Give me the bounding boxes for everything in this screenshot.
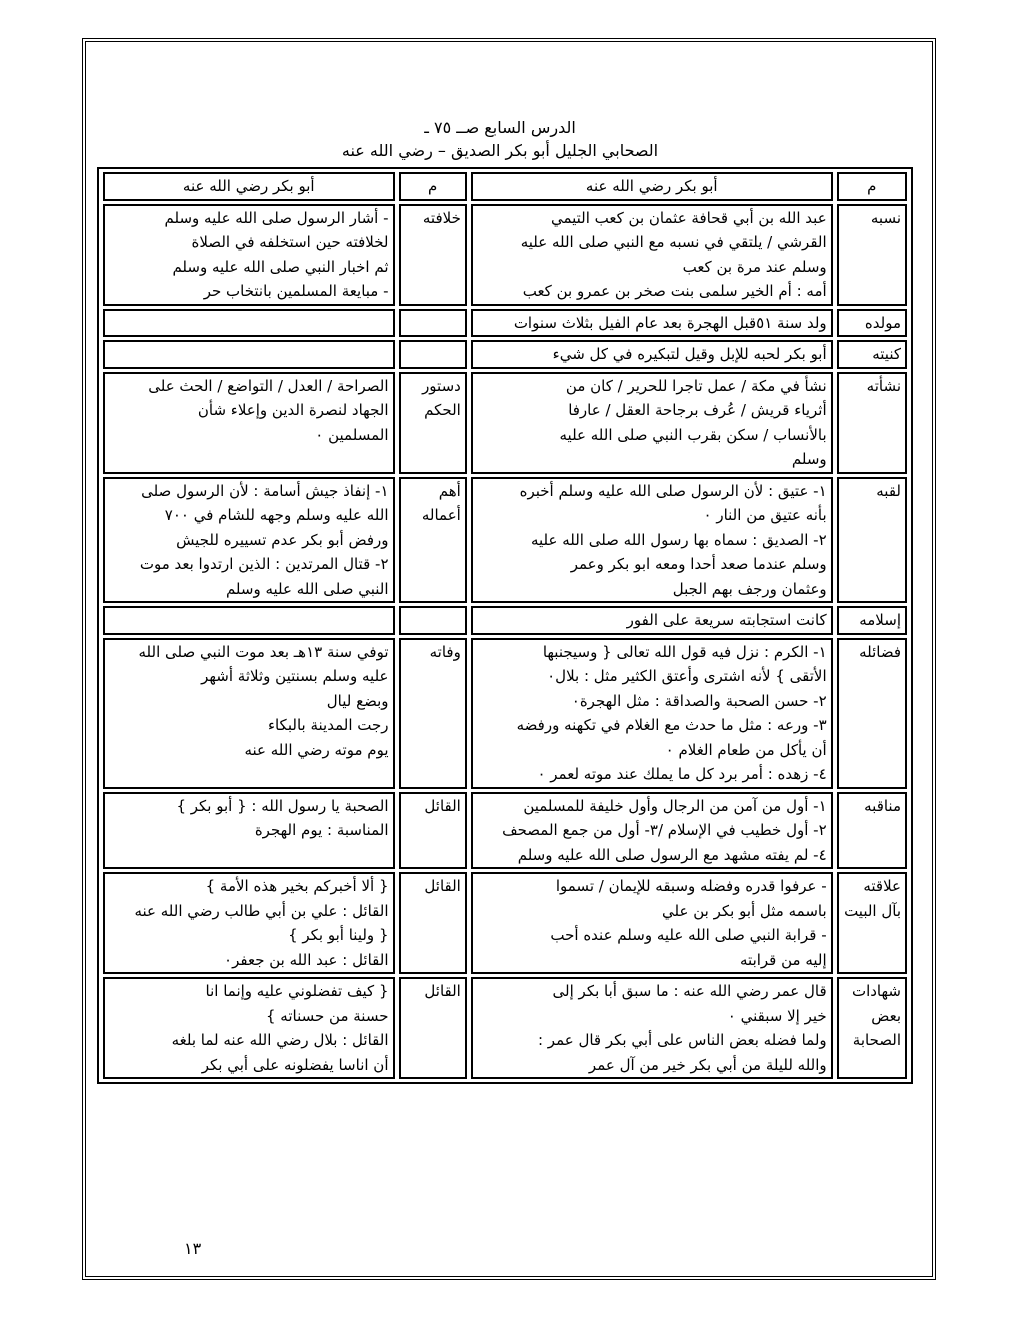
cell-line: علاقته bbox=[863, 877, 901, 895]
cell-line: ورفض أبو بكر عدم تسييره للجيش bbox=[176, 530, 389, 549]
row-label-cell bbox=[837, 340, 907, 369]
cell-line: ١- أول من آمن من الرجال وأول خليفة للمسلمين bbox=[523, 796, 827, 815]
cell-line: الأتقى } لأنه اشترى وأعتق الكثير مثل : بلال٠ bbox=[547, 667, 827, 685]
header-cell-index-2: م bbox=[399, 172, 467, 201]
cell-line: ٤- لم يفته مشهد مع الرسول صلى الله عليه وسلم bbox=[517, 845, 827, 864]
row-label-cell-2 bbox=[399, 872, 467, 974]
cell-line: ولما فضله بعض الناس على أبي بكر قال عمر : bbox=[537, 1031, 827, 1049]
table-row bbox=[103, 606, 907, 635]
row-text-cell bbox=[471, 204, 833, 306]
table-row bbox=[103, 977, 907, 1079]
cell-line: إليه من قرابته bbox=[740, 950, 827, 969]
cell-line: مولده bbox=[864, 313, 901, 332]
row-text-cell bbox=[471, 372, 833, 474]
cell-line: ٣- ورعه : مثل ما حدث مع الغلام في تكهنه ورفضه bbox=[516, 716, 827, 734]
cell-line: القائل : عبد الله بن جعفر٠ bbox=[224, 950, 389, 969]
row-label-cell bbox=[837, 977, 907, 1079]
cell-line: { ولينا أبو بكر } bbox=[288, 926, 389, 944]
row-label-cell-2 bbox=[399, 638, 467, 789]
row-label-cell-2 bbox=[399, 477, 467, 604]
row-label-cell-2 bbox=[399, 372, 467, 474]
cell-line: توفي سنة ١٣هـ بعد موت النبي صلى الله bbox=[138, 642, 389, 661]
cell-line: ٢- حسن الصحبة والصداقة : مثل الهجرة٠ bbox=[571, 691, 827, 710]
cell-line: شهادات bbox=[851, 982, 901, 1000]
cell-line: القائل : علي بن أبي طالب رضي الله عنه bbox=[134, 901, 389, 920]
cell-line: كنيته bbox=[872, 345, 901, 363]
cell-line: أثرياء قريش / عُرف برجاحة العقل / عارفا bbox=[568, 401, 827, 419]
cell-line: أن يأكل من طعام الغلام ٠ bbox=[665, 740, 827, 759]
row-label-cell-2 bbox=[399, 309, 467, 338]
cell-line: عبد الله بن أبي قحافة عثمان بن كعب التيمي bbox=[550, 208, 827, 227]
row-text-cell-2 bbox=[103, 204, 395, 306]
cell-line: ٢- الصديق : سماه بها رسول الله صلى الله عليه bbox=[530, 530, 827, 549]
row-text-cell-2 bbox=[103, 477, 395, 604]
cell-line: الصحابة bbox=[852, 1031, 901, 1049]
row-text-cell bbox=[471, 977, 833, 1079]
cell-line: { كيف تفضلوني عليه وإنما انا bbox=[205, 982, 389, 1000]
cell-line: بالأنساب / سكن بقرب النبي صلى الله عليه bbox=[559, 425, 827, 444]
cell-line: القائل : بلال رضي الله عنه لما بلغه bbox=[171, 1031, 389, 1049]
cell-line: المناسبة : يوم الهجرة bbox=[254, 821, 389, 839]
cell-line: الصراحة / العدل / التواضع / الحث على bbox=[148, 376, 389, 395]
table-row bbox=[103, 372, 907, 474]
page-number: ١٣ bbox=[184, 1239, 202, 1258]
cell-line: ٢- قتال المرتدين : الذين ارتدوا بعد موت bbox=[139, 555, 389, 573]
cell-line: إسلامه bbox=[859, 611, 901, 629]
row-text-cell-2 bbox=[103, 606, 395, 635]
cell-line: { ألا أخبركم بخير هذه الأمة } bbox=[205, 877, 389, 895]
cell-line: القائل bbox=[424, 982, 461, 1000]
cell-line: الله عليه وسلم وجهه للشام في ٧٠٠ bbox=[164, 506, 389, 524]
row-text-cell bbox=[471, 340, 833, 369]
row-text-cell-2 bbox=[103, 340, 395, 369]
row-label-cell bbox=[837, 372, 907, 474]
row-label-cell bbox=[837, 204, 907, 306]
cell-line: - عرفوا قدره وفضله وسبقه للإيمان / تسموا bbox=[555, 877, 827, 895]
row-text-cell bbox=[471, 638, 833, 789]
table-header-row bbox=[103, 172, 907, 201]
cell-line: خير إلا سبقني ٠ bbox=[727, 1006, 827, 1025]
row-label-cell bbox=[837, 792, 907, 870]
cell-line: الصحبة يا رسول الله : { أبو بكر } bbox=[176, 796, 389, 815]
row-label-cell-2 bbox=[399, 340, 467, 369]
cell-line: نسبه bbox=[870, 208, 901, 227]
lesson-subtitle: الصحابي الجليل أبو بكر الصديق – رضي الله عنه bbox=[341, 141, 659, 160]
table-row bbox=[103, 309, 907, 338]
cell-line: ولد سنة ٥١قبل الهجرة بعد عام الفيل بثلاث سنوات bbox=[513, 313, 827, 332]
row-text-cell bbox=[471, 792, 833, 870]
lesson-title: الدرس السابع صــ ٧٥ ـ bbox=[424, 118, 576, 137]
cell-line: فضائله bbox=[859, 642, 901, 661]
cell-line: رجت المدينة بالبكاء bbox=[267, 716, 389, 734]
cell-line: ٤- زهده : أمر برد كل ما يملك عند موته لعمر ٠ bbox=[537, 765, 827, 783]
cell-line: نشأته bbox=[866, 376, 901, 395]
cell-line: لقبه bbox=[876, 481, 901, 500]
cell-line: القائل bbox=[424, 796, 461, 815]
row-label-cell bbox=[837, 606, 907, 635]
table-row bbox=[103, 872, 907, 974]
cell-line: بعض bbox=[871, 1006, 901, 1025]
cell-line: أهم bbox=[438, 481, 461, 500]
cell-line: القرشي / يلتقي في نسبه مع النبي صلى الله عليه bbox=[520, 233, 827, 251]
cell-line: مناقبه bbox=[864, 796, 901, 815]
header-cell-index-1: م bbox=[837, 172, 907, 201]
cell-line: دستور bbox=[422, 376, 461, 395]
biography-table bbox=[97, 167, 913, 1084]
table-row bbox=[103, 638, 907, 789]
row-text-cell-2 bbox=[103, 638, 395, 789]
cell-line: الجهاد لنصرة الدين وإعلاء شأن bbox=[197, 401, 389, 419]
cell-line: وسلم عندما صعد أحدا ومعه ابو بكر وعمر bbox=[570, 555, 827, 573]
cell-line: - قرابة النبي صلى الله عليه وسلم عنده أحب bbox=[550, 926, 827, 944]
cell-line: القائل bbox=[424, 877, 461, 895]
row-label-cell-2 bbox=[399, 977, 467, 1079]
cell-line: عليه وسلم بسنتين وثلاثة أشهر bbox=[201, 667, 389, 685]
cell-line: أعماله bbox=[421, 506, 461, 524]
table-row bbox=[103, 340, 907, 369]
row-label-cell-2 bbox=[399, 792, 467, 870]
table-row bbox=[103, 204, 907, 306]
cell-line: وبضع ليال bbox=[326, 691, 389, 710]
cell-line: بأنه عتيق من النار ٠ bbox=[703, 506, 827, 524]
row-label-cell bbox=[837, 309, 907, 338]
cell-line: باسمه مثل أبو بكر بن علي bbox=[662, 901, 827, 920]
cell-line: قال عمر رضي الله عنه : ما سبق أبا بكر إلى bbox=[552, 982, 827, 1000]
cell-line: وسلم bbox=[791, 450, 827, 468]
cell-line: وسلم عند مرة بن كعب bbox=[682, 257, 827, 276]
cell-line: الحكم bbox=[424, 401, 461, 419]
row-text-cell-2 bbox=[103, 792, 395, 870]
cell-line: ٢- أول خطيب في الإسلام /٣- أول من جمع المصحف bbox=[502, 821, 827, 839]
cell-line: المسلمين ٠ bbox=[315, 425, 389, 444]
cell-line: نشأ في مكة / عمل تاجرا للحرير / كان من bbox=[565, 376, 827, 395]
table-row bbox=[103, 477, 907, 604]
row-label-cell bbox=[837, 477, 907, 604]
row-label-cell bbox=[837, 872, 907, 974]
cell-line: والله لليلة من أبي بكر خير من آل عمر bbox=[588, 1055, 827, 1074]
row-text-cell bbox=[471, 309, 833, 338]
cell-line: ١- الكرم : نزل فيه قول الله تعالى { وسيجنبها bbox=[542, 642, 827, 661]
cell-line: - أشار الرسول صلى الله عليه وسلم bbox=[164, 208, 389, 227]
cell-line: أبو بكر لحبه للإبل وقيل لتبكيره في كل شيء bbox=[552, 345, 827, 363]
row-text-cell bbox=[471, 606, 833, 635]
cell-line: خلافته bbox=[422, 208, 461, 227]
cell-line: أن اناسا يفضلونه على أبي بكر bbox=[201, 1055, 389, 1074]
row-label-cell-2 bbox=[399, 204, 467, 306]
row-text-cell-2 bbox=[103, 372, 395, 474]
cell-line: ١- إنفاذ جيش أسامة : لأن الرسول صلى bbox=[141, 481, 389, 500]
cell-line: لخلافته حين استخلفه في الصلاة bbox=[191, 233, 389, 251]
header-cell-subject-2: أبو بكر رضي الله عنه bbox=[103, 172, 395, 201]
cell-line: بآل البيت bbox=[844, 901, 901, 920]
cell-line: النبي صلى الله عليه وسلم bbox=[225, 579, 389, 598]
cell-line: ١- عتيق : لأن الرسول صلى الله عليه وسلم أخبره bbox=[519, 481, 827, 500]
row-text-cell bbox=[471, 872, 833, 974]
row-text-cell-2 bbox=[103, 977, 395, 1079]
cell-line: وعثمان ورجف بهم الجبل bbox=[672, 579, 827, 598]
cell-line: ثم اخبار النبي صلى الله عليه وسلم bbox=[172, 257, 389, 276]
cell-line: حسنة من حسناته } bbox=[266, 1006, 389, 1025]
row-text-cell bbox=[471, 477, 833, 604]
row-text-cell-2 bbox=[103, 872, 395, 974]
cell-line: - مبايعة المسلمين بانتخاب حر bbox=[203, 282, 389, 300]
cell-line: كانت استجابته سريعة على الفور bbox=[626, 611, 827, 629]
row-label-cell bbox=[837, 638, 907, 789]
header-cell-subject-1: أبو بكر رضي الله عنه bbox=[471, 172, 833, 201]
row-text-cell-2 bbox=[103, 309, 395, 338]
cell-line: أمه : أم الخير سلمى بنت صخر بن عمرو بن كعب bbox=[522, 282, 827, 300]
row-label-cell-2 bbox=[399, 606, 467, 635]
cell-line: وفاته bbox=[429, 642, 461, 661]
cell-line: يوم موته رضي الله عنه bbox=[244, 740, 389, 759]
table-row bbox=[103, 792, 907, 870]
